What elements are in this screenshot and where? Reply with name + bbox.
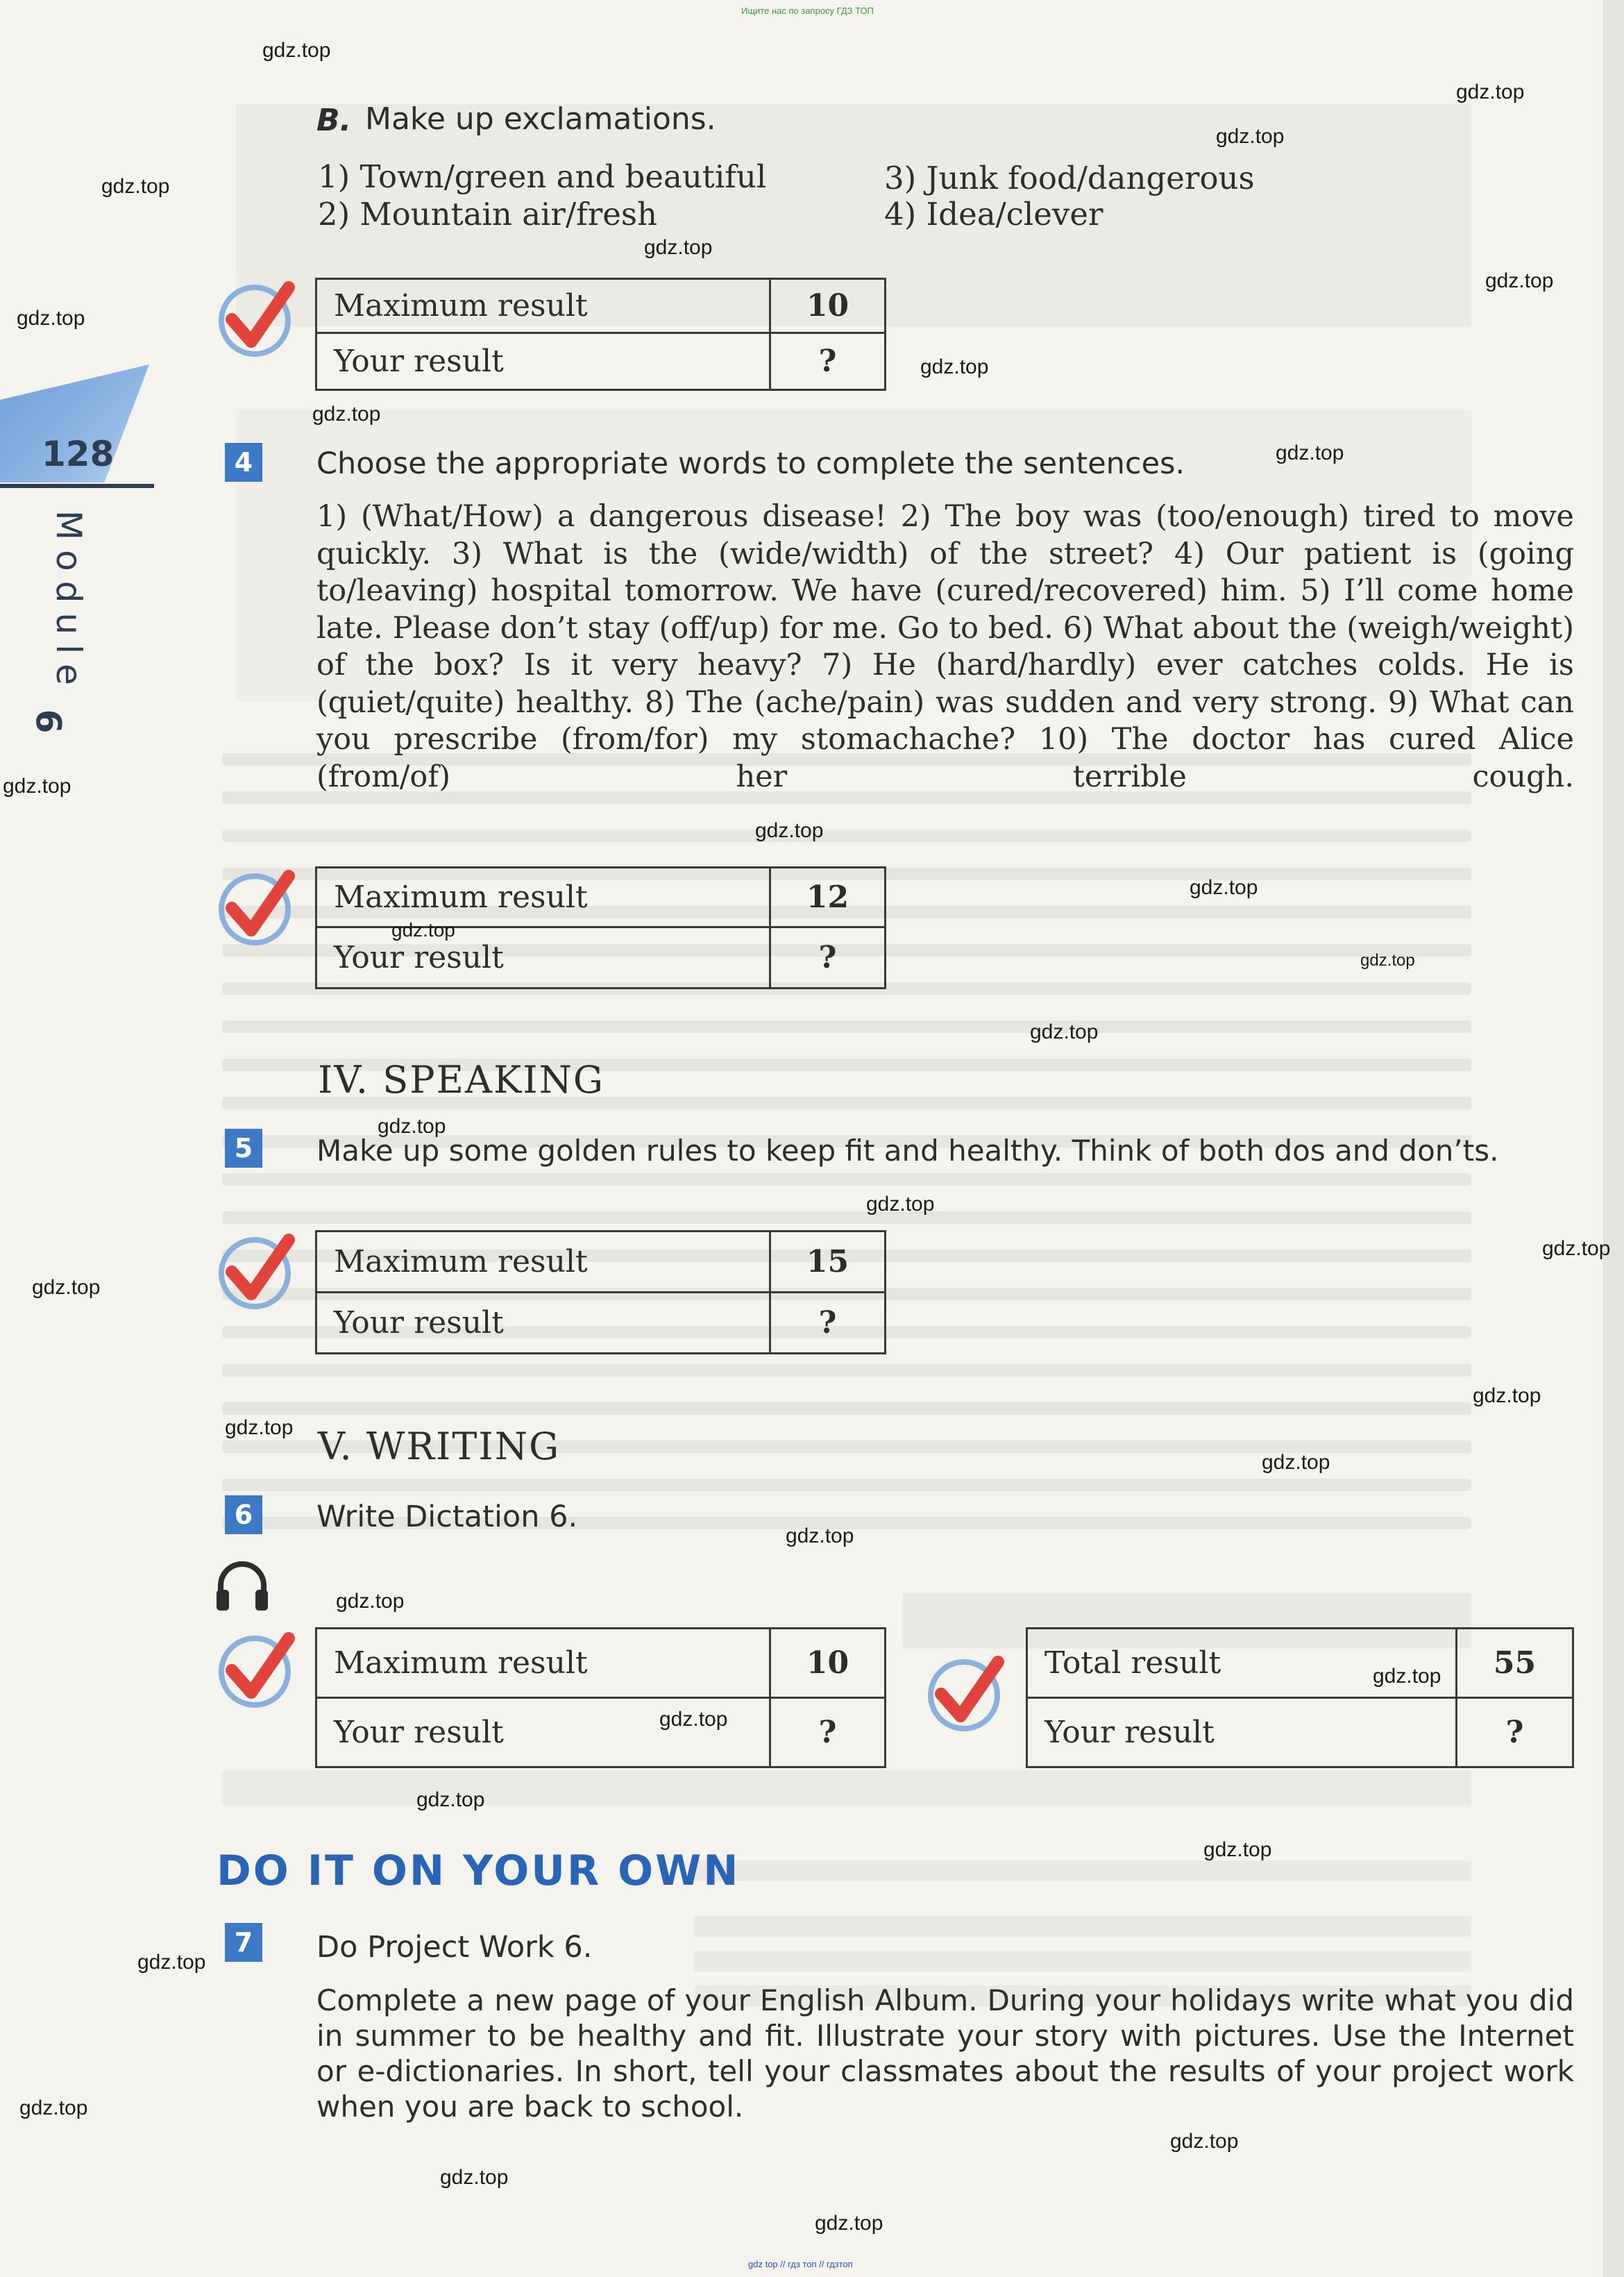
- max-result-value: 12: [770, 868, 886, 927]
- ex3b-label: B.: [316, 103, 352, 138]
- watermark: gdz.top: [1276, 442, 1344, 464]
- faded-text-line: [222, 1770, 1471, 1805]
- top-banner: Ищите нас по запросу ГДЗ ТОП: [741, 6, 874, 16]
- watermark: gdz.top: [1030, 1020, 1099, 1043]
- page-edge-shadow: [1603, 0, 1624, 2277]
- checkmark-icon: [217, 866, 300, 950]
- exercise-number-4: 4: [225, 443, 262, 482]
- watermark: gdz.top: [1262, 1451, 1330, 1474]
- watermark: gdz.top: [1190, 876, 1258, 899]
- watermark: gdz.top: [3, 775, 71, 798]
- watermark: gdz.top: [312, 403, 381, 426]
- checkmark-icon: [217, 278, 300, 361]
- module-number: 6: [28, 709, 69, 734]
- ex5-text: Make up some golden rules to keep fit and healthy. Think of both dos and don’ts.: [316, 1134, 1499, 1168]
- watermark: gdz.top: [416, 1788, 485, 1811]
- watermark: gdz.top: [1485, 269, 1554, 292]
- total-result-label: Total result: [1027, 1629, 1457, 1698]
- faded-text-line: [222, 830, 1471, 842]
- total-result-table: [1026, 1627, 1574, 1768]
- watermark: gdz.top: [659, 1708, 728, 1731]
- watermark: gdz.top: [17, 307, 85, 330]
- watermark: gdz.top: [1360, 951, 1415, 970]
- watermark: gdz.top: [1542, 1237, 1611, 1260]
- your-result-label: Your result: [316, 1698, 770, 1767]
- watermark: gdz.top: [225, 1416, 294, 1439]
- ex3b-instruction: Make up exclamations.: [365, 101, 716, 137]
- watermark: gdz.top: [1203, 1838, 1272, 1861]
- faded-text-line: [222, 1173, 1471, 1186]
- do-it-on-your-own-heading: DO IT ON YOUR OWN: [217, 1847, 741, 1895]
- watermark: gdz.top: [32, 1276, 101, 1299]
- watermark: gdz.top: [815, 2212, 883, 2235]
- your-result-value: ?: [770, 333, 886, 390]
- result-table-3: [315, 278, 886, 391]
- ex3b-item: 4) Idea/clever: [884, 196, 1103, 233]
- faded-text-line: [694, 1951, 1471, 1972]
- watermark: gdz.top: [786, 1524, 854, 1547]
- watermark: gdz.top: [391, 919, 455, 941]
- section-title-speaking: IV. SPEAKING: [318, 1058, 605, 1102]
- ex4-text: 1) (What/How) a dangerous disease! 2) The boy was (too/enough) tired to move quickly. 3) What is the (wide/width) of the street? 4) Our patient is (going to/leaving) hospital tomorrow. We have (cured/recovered) him. 5) I’ll come home late. Please don’t stay (off/up) for me. Go to bed. 6) What about the (weigh/weight) of the box? Is it very heavy? 7) He (hard/hardly) ever catches colds. He is (quiet/quite) healthy. 8) The (ache/pain) was sudden and very strong. 9) What can you prescribe (from/for) my stomachache? 10) The doctor has cured Alice (from/of) her terrible cough.: [316, 499, 1574, 794]
- result-table-5: [315, 1230, 886, 1354]
- page-number-rule: [0, 484, 154, 488]
- your-result-value: ?: [770, 1293, 886, 1354]
- ex4-instruction: Choose the appropriate words to complete the sentences.: [316, 446, 1185, 481]
- headphones-icon: [214, 1558, 271, 1615]
- watermark: gdz.top: [101, 175, 170, 198]
- your-result-label: Your result: [316, 333, 770, 390]
- exercise-number-7: 7: [225, 1923, 262, 1962]
- faded-text-line: [222, 1364, 1471, 1377]
- ex3b-item: 3) Junk food/dangerous: [884, 160, 1255, 196]
- section-title-writing: V. WRITING: [318, 1425, 561, 1468]
- your-result-label: Your result: [316, 1293, 770, 1354]
- watermark: gdz.top: [866, 1193, 935, 1216]
- watermark: gdz.top: [336, 1590, 405, 1613]
- page-number: 128: [42, 434, 115, 474]
- max-result-value: 10: [770, 1629, 886, 1698]
- ex6-text: Write Dictation 6.: [316, 1499, 578, 1534]
- exercise-number-6: 6: [225, 1495, 262, 1534]
- faded-text-line: [222, 1211, 1471, 1224]
- max-result-label: Maximum result: [316, 1629, 770, 1698]
- watermark: gdz.top: [755, 819, 824, 842]
- faded-text-line: [694, 1860, 1471, 1881]
- your-result-value: ?: [1457, 1698, 1573, 1767]
- max-result-label: Maximum result: [316, 868, 770, 927]
- max-result-value: 15: [770, 1232, 886, 1293]
- faded-text-line: [694, 1916, 1471, 1937]
- module-label: Module: [49, 510, 89, 695]
- checkmark-icon: [217, 1230, 300, 1313]
- watermark: gdz.top: [1473, 1384, 1541, 1407]
- ex3b-item: 2) Mountain air/fresh: [318, 196, 657, 233]
- your-result-label: Your result: [316, 927, 770, 989]
- faded-text-line: [222, 1402, 1471, 1415]
- result-table-6: [315, 1627, 886, 1768]
- watermark: gdz.top: [920, 355, 989, 378]
- ex7-title: Do Project Work 6.: [316, 1930, 593, 1965]
- watermark: gdz.top: [262, 39, 331, 62]
- max-result-value: 10: [770, 279, 886, 333]
- ex7-text: Complete a new page of your English Album. During your holidays write what you did in summer to be healthy and fit. Illustrate your story with pictures. Use the Internet or e-dictionaries. In short, tell your classmates about the results of your project work when you are back to school.: [316, 1983, 1574, 2124]
- watermark: gdz.top: [1373, 1665, 1441, 1688]
- watermark: gdz.top: [644, 236, 713, 259]
- watermark: gdz.top: [1216, 125, 1285, 148]
- your-result-label: Your result: [1027, 1698, 1457, 1767]
- watermark: gdz.top: [1170, 2130, 1239, 2153]
- max-result-label: Maximum result: [316, 279, 770, 333]
- ex3b-item: 1) Town/green and beautiful: [318, 158, 767, 195]
- total-result-value: 55: [1457, 1629, 1573, 1698]
- exercise-number-5: 5: [225, 1129, 262, 1168]
- bottom-banner: gdz top // гдз топ // гдзтоп: [748, 2259, 853, 2269]
- faded-text-line: [222, 1479, 1471, 1491]
- your-result-value: ?: [770, 1698, 886, 1767]
- checkmark-icon: [926, 1652, 1009, 1736]
- watermark: gdz.top: [440, 2166, 509, 2189]
- watermark: gdz.top: [19, 2097, 88, 2119]
- max-result-label: Maximum result: [316, 1232, 770, 1293]
- watermark: gdz.top: [378, 1115, 446, 1138]
- checkmark-icon: [217, 1629, 300, 1712]
- your-result-value: ?: [770, 927, 886, 989]
- watermark: gdz.top: [137, 1951, 206, 1974]
- watermark: gdz.top: [1456, 81, 1525, 103]
- faded-text-line: [222, 1020, 1471, 1033]
